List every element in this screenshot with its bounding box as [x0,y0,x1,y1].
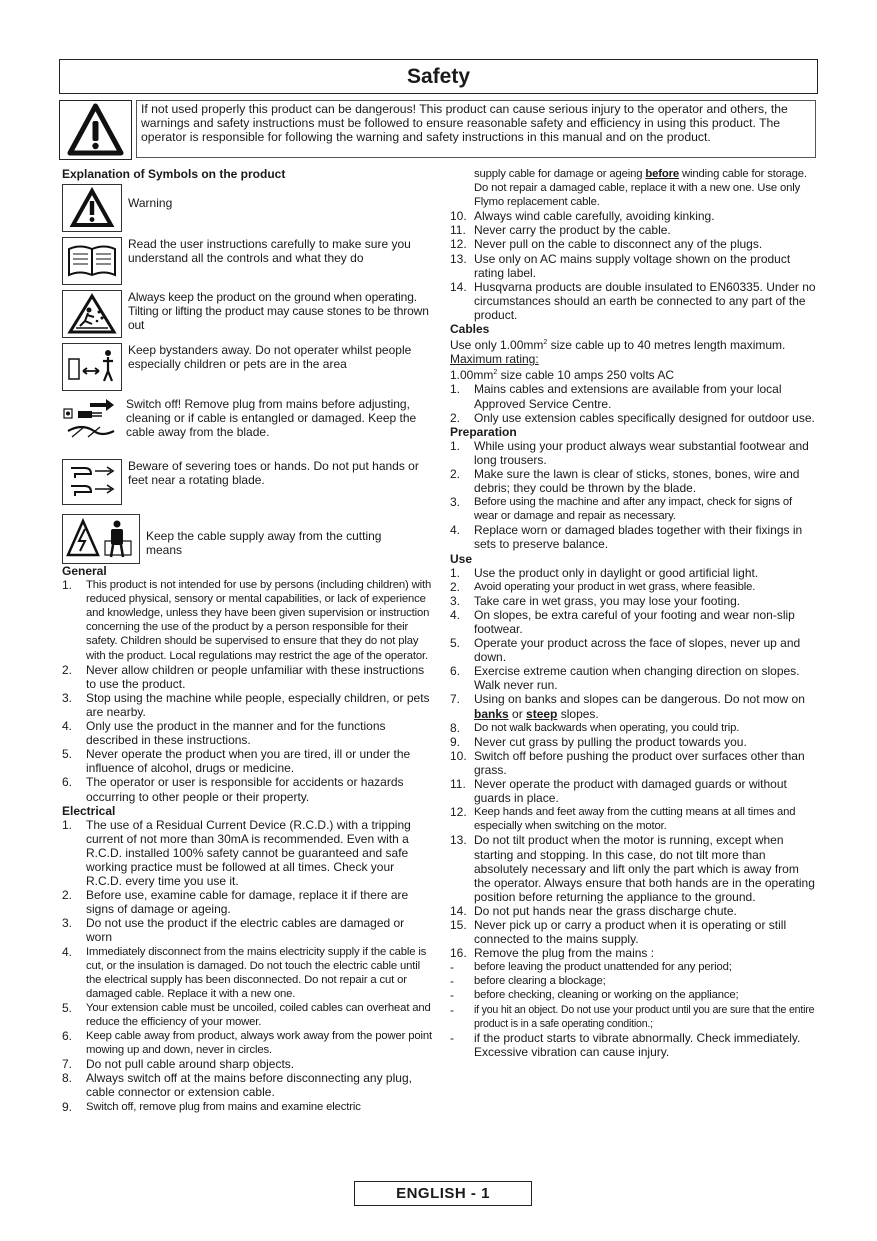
left-column [62,167,432,181]
symbol-text: Read the user instructions carefully to make sure you understand all the controls and what they do [128,237,411,266]
symbol-text: Always keep the product on the ground when operating. Tilting or lifting the product may cause stones to be thrown out [128,290,429,333]
list-item: 14. Husqvarna products are double insulated to EN60335. Under no circumstances should an earth be connected to any part of the product. [450,279,816,322]
list-item: 2. Avoid operating your product in wet grass, where feasible. [450,579,756,594]
list-item: 12. Never pull on the cable to disconnect any of the plugs. [450,237,763,252]
list-item: 3. Stop using the machine while people, especially children, or pets are nearby. [62,690,430,719]
electrical-heading: Electrical [62,803,116,818]
severing-toes-icon [62,459,122,505]
list-item: 5. Never operate the product when you are tired, ill or under the influence of alcohol, drugs or medicine. [62,747,411,776]
unplug-icon [62,397,120,443]
list-item: 1. This product is not intended for use by persons (including children) with reduced physical, sensory or mental capabilities, or lack of experience and knowledge, unless they have been given supervision or instruction concerning the use of the product by a person responsible for their safety. Children should be supervised to ensure that they do not play with the product. Local regulations may restrict the age of the operator. [62,578,432,662]
list-item: 10. Always wind cable carefully, avoiding kinking. [450,209,715,224]
list-item: 8. Always switch off at the mains before disconnecting any plug, cable connector or extension cable. [62,1071,412,1100]
list-item: 16. Remove the plug from the mains : [450,946,655,961]
symbol-row [62,290,432,338]
list-item: 5. Your extension cable must be uncoiled, coiled cables can overheat and reduce the efficiency of your mower. [62,1000,431,1028]
intro-warning-text: If not used properly this product can be dangerous! This product can cause serious injury to the operator and others, the warnings and safety instructions must be followed to ensure reasonable safety and efficiency in using this product. The operator is responsible for following the warning and safety instructions in this manual and on the product. [136,100,816,158]
list-item: 3. Do not use the product if the electric cables are damaged or worn [62,916,405,945]
max-rating-label: Maximum rating: [450,352,539,367]
list-item: 9. Switch off, remove plug from mains and examine electric [62,1099,361,1114]
symbols-list [62,184,432,564]
list-item: 4. Replace worn or damaged blades together with their fixings in sets to preserve balance. [450,523,803,552]
list-item: 2. Never allow children or people unfamiliar with these instructions to use the product. [62,662,425,691]
list-item: 3. Take care in wet grass, you may lose your footing. [450,593,741,608]
symbol-row [62,514,396,564]
list-item: 6. The operator or user is responsible for accidents or hazards occurring to other people or their property. [62,775,404,804]
list-item: 15. Never pick up or carry a product when it is operating or still connected to the mains supply. [450,917,787,947]
list-item: 7. Do not pull cable around sharp objects. [62,1057,295,1072]
list-item: 10. Switch off before pushing the product over surfaces other than grass. [450,748,805,777]
page-title: Safety [59,59,818,94]
dash-item: - if you hit an object. Do not use your product until you are sure that the entire product is in a safe operating condition.; [450,1002,815,1030]
list-item: 1. While using your product always wear substantial footwear and long trousers. [450,438,809,467]
list-item: 3. Before using the machine and after any impact, check for signs of wear or damage and repair as necessary. [450,495,793,523]
list-item: 2. Only use extension cables specifically designed for outdoor use. [450,410,815,425]
rating-text: $1.00mm^2$ size cable 10 amps 250 volts AC [450,368,675,383]
symbol-text: Keep the cable supply away from the cutting means [146,529,382,558]
dash-item: - before clearing a blockage; [450,974,606,989]
list-item: 7. Using on banks and slopes can be dangerous. Do not mow on banks or steep slopes. [450,692,805,721]
warning-triangle-icon [59,100,132,160]
list-item: 13. Do not tilt product when the motor is running, except when starting and stopping. In this case, do not tilt more than absolutely necessary and lift only the part which is away from the operator. Always ensure that both hands are in the operating position before returning the appliance to the ground. [450,833,815,904]
bystanders-distance-icon [62,343,122,391]
symbol-row [62,397,430,443]
list-item: 9. Never cut grass by pulling the product towards you. [450,734,747,749]
symbol-text: Beware of severing toes or hands. Do not put hands or feet near a rotating blade. [128,459,419,488]
list-item: 11. Never carry the product by the cable. [450,223,671,238]
list-item: 13. Use only on AC mains supply voltage shown on the product rating label. [450,251,791,280]
list-item: 11. Never operate the product with damaged guards or without guards in place. [450,777,787,806]
dash-item: - before leaving the product unattended for any period; [450,960,732,975]
symbol-row [62,343,432,391]
list-item: 2. Before use, examine cable for damage, replace it if there are signs of damage or ageing. [62,888,409,917]
thrown-stones-icon [62,290,122,338]
symbol-text: Warning [128,196,173,210]
list-item-continued: supply cable for damage or ageing before winding cable for storage. Do not repair a damaged cable, replace it with a new one. Use only Flymo replacement cable. [474,168,807,209]
cable-electrocution-icon [62,514,140,564]
list-item: 6. Keep cable away from product, always work away from the power point mowing up and down, never in circles. [62,1029,432,1057]
warning-triangle-icon [62,184,122,232]
symbol-row [62,237,432,285]
page-footer: ENGLISH - 1 [354,1181,532,1206]
general-heading: General [62,564,107,578]
list-item: 4. On slopes, be extra careful of your footing and wear non-slip footwear. [450,607,795,636]
general-electrical-section [62,564,432,1114]
use-heading: Use [450,551,473,566]
symbol-row [62,184,172,232]
list-item: 12. Keep hands and feet away from the cutting means at all times and especially when switching on the motor. [450,805,796,833]
right-column [450,167,817,1059]
list-item: 1. The use of a Residual Current Device (R.C.D.) with a tripping current of not more than 30mA is recommended. Even with a R.C.D. installed 100% safety cannot be guaranteed and safe working practice must be followed at all times. Check your R.C.D. every time you use it. [62,817,411,889]
dash-item: - if the product starts to vibrate abnormally. Check immediately. Excessive vibration can cause injury. [450,1030,801,1059]
list-item: 14. Do not put hands near the grass discharge chute. [450,903,737,918]
symbol-text: Keep bystanders away. Do not operater whilst people especially children or pets are in the area [128,343,412,372]
symbols-heading: Explanation of Symbols on the product [62,167,286,181]
list-item: 6. Exercise extreme caution when changing direction on slopes. Walk never run. [450,664,800,693]
cables-heading: Cables [450,322,490,337]
list-item: 1. Use the product only in daylight or good artificial light. [450,565,759,580]
list-item: 4. Only use the product in the manner and for the functions described in these instructions. [62,719,386,748]
list-item: 5. Operate your product across the face of slopes, never up and down. [450,636,801,665]
open-book-icon [62,237,122,285]
list-item: 1. Mains cables and extensions are available from your local Approved Service Centre. [450,382,782,411]
dash-item: - before checking, cleaning or working on the appliance; [450,988,739,1003]
symbol-row [62,459,432,505]
preparation-heading: Preparation [450,424,517,439]
cables-text: Use only $1.00mm^2$ size cable up to 40 metres length maximum. [450,338,786,353]
list-item: 8. Do not walk backwards when operating, you could trip. [450,720,740,735]
symbol-text: Switch off! Remove plug from mains before adjusting, cleaning or if cable is entangled or damaged. Keep the cable away from the blade. [126,397,417,440]
list-item: 4. Immediately disconnect from the mains electricity supply if the cable is cut, or the insulation is damaged. Do not touch the electric cable until the electrical supply has been disconnected. Do not repair a cut or damaged cable. Replace it with a new one. [62,944,427,1000]
list-item: 2. Make sure the lawn is clear of sticks, stones, bones, wire and debris; they could be thrown by the blade. [450,466,800,496]
